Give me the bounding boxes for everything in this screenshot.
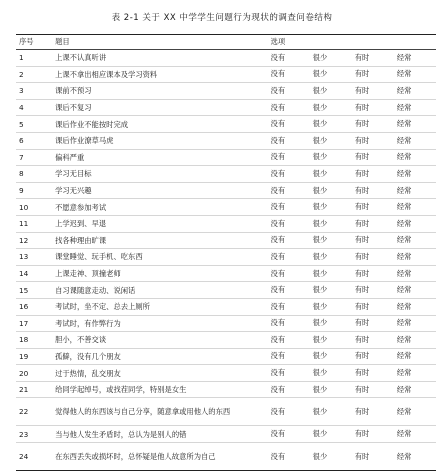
option-cell: 经常 — [394, 282, 436, 299]
table-row — [16, 116, 436, 133]
row-number: 3 — [16, 83, 52, 100]
option-cell: 有时 — [352, 332, 394, 349]
table-row — [16, 50, 436, 67]
option-cell: 没有 — [268, 215, 310, 232]
option-cell: 没有 — [268, 182, 310, 199]
option-cell: 有时 — [352, 99, 394, 116]
option-cell: 经常 — [394, 50, 436, 67]
table-row — [16, 443, 436, 471]
option-cell: 没有 — [268, 99, 310, 116]
option-cell: 没有 — [268, 348, 310, 365]
option-cell: 有时 — [352, 132, 394, 149]
option-cell: 很少 — [310, 182, 352, 199]
option-cell: 经常 — [394, 166, 436, 183]
row-number: 7 — [16, 149, 52, 166]
row-number: 24 — [16, 443, 52, 471]
option-cell: 经常 — [394, 232, 436, 249]
option-cell: 没有 — [268, 381, 310, 398]
row-item: 在东西丢失或损坏时，总怀疑是他人故意所为自己 — [52, 443, 267, 471]
option-cell: 没有 — [268, 66, 310, 83]
row-number: 18 — [16, 332, 52, 349]
table-row — [16, 66, 436, 83]
row-item: 学习无目标 — [52, 166, 267, 183]
option-cell: 经常 — [394, 83, 436, 100]
row-number: 8 — [16, 166, 52, 183]
option-cell: 经常 — [394, 116, 436, 133]
option-cell: 没有 — [268, 50, 310, 67]
option-cell: 有时 — [352, 83, 394, 100]
option-cell: 有时 — [352, 199, 394, 216]
option-cell: 没有 — [268, 166, 310, 183]
option-cell: 经常 — [394, 315, 436, 332]
option-cell: 没有 — [268, 249, 310, 266]
option-cell: 很少 — [310, 265, 352, 282]
option-cell: 经常 — [394, 66, 436, 83]
row-number: 11 — [16, 215, 52, 232]
option-cell: 没有 — [268, 426, 310, 443]
table-body — [16, 50, 436, 471]
row-number: 9 — [16, 182, 52, 199]
table-row — [16, 315, 436, 332]
option-cell: 没有 — [268, 365, 310, 382]
row-item: 觉得他人的东西该与自己分享，随意拿或用他人的东西 — [52, 398, 267, 426]
row-item: 过于热情，乱交朋友 — [52, 365, 267, 382]
option-cell: 没有 — [268, 83, 310, 100]
row-number: 12 — [16, 232, 52, 249]
row-number: 21 — [16, 381, 52, 398]
table-row — [16, 132, 436, 149]
option-cell: 经常 — [394, 443, 436, 471]
option-cell: 有时 — [352, 166, 394, 183]
option-cell: 经常 — [394, 348, 436, 365]
row-item: 胆小，不善交谈 — [52, 332, 267, 349]
row-item: 考试时，有作弊行为 — [52, 315, 267, 332]
row-item: 课堂睡觉、玩手机、吃东西 — [52, 249, 267, 266]
option-cell: 没有 — [268, 265, 310, 282]
row-number: 20 — [16, 365, 52, 382]
option-cell: 经常 — [394, 132, 436, 149]
table-row — [16, 99, 436, 116]
option-cell: 很少 — [310, 398, 352, 426]
header-row — [16, 35, 436, 50]
option-cell: 经常 — [394, 398, 436, 426]
option-cell: 没有 — [268, 298, 310, 315]
option-cell: 有时 — [352, 315, 394, 332]
option-cell: 经常 — [394, 365, 436, 382]
option-cell: 有时 — [352, 298, 394, 315]
table-row — [16, 232, 436, 249]
option-cell: 有时 — [352, 182, 394, 199]
row-item: 课前不预习 — [52, 83, 267, 100]
questionnaire-table — [16, 34, 436, 471]
table-row — [16, 249, 436, 266]
row-number: 5 — [16, 116, 52, 133]
option-cell: 很少 — [310, 149, 352, 166]
row-item: 考试时，坐不定、总去上厕所 — [52, 298, 267, 315]
row-number: 23 — [16, 426, 52, 443]
option-cell: 有时 — [352, 348, 394, 365]
row-item: 孤僻，没有几个朋友 — [52, 348, 267, 365]
table-row — [16, 298, 436, 315]
option-cell: 很少 — [310, 232, 352, 249]
table-row — [16, 398, 436, 426]
option-cell: 有时 — [352, 443, 394, 471]
row-number: 14 — [16, 265, 52, 282]
table-row — [16, 166, 436, 183]
table-row — [16, 426, 436, 443]
option-cell: 有时 — [352, 365, 394, 382]
row-item: 当与他人发生矛盾时，总认为是别人的错 — [52, 426, 267, 443]
option-cell: 没有 — [268, 116, 310, 133]
option-cell: 很少 — [310, 99, 352, 116]
table-row — [16, 282, 436, 299]
header-no: 序号 — [16, 35, 52, 50]
option-cell: 经常 — [394, 298, 436, 315]
option-cell: 经常 — [394, 182, 436, 199]
option-cell: 没有 — [268, 132, 310, 149]
row-item: 自习课随意走动、说闲话 — [52, 282, 267, 299]
option-cell: 经常 — [394, 99, 436, 116]
table-row — [16, 265, 436, 282]
row-item: 找各种理由旷课 — [52, 232, 267, 249]
option-cell: 有时 — [352, 50, 394, 67]
row-item: 不愿意参加考试 — [52, 199, 267, 216]
row-number: 2 — [16, 66, 52, 83]
row-item: 课后作业不能按时完成 — [52, 116, 267, 133]
row-number: 15 — [16, 282, 52, 299]
option-cell: 有时 — [352, 398, 394, 426]
option-cell: 经常 — [394, 332, 436, 349]
row-item: 偏科严重 — [52, 149, 267, 166]
table-row — [16, 215, 436, 232]
option-cell: 有时 — [352, 149, 394, 166]
option-cell: 有时 — [352, 66, 394, 83]
option-cell: 经常 — [394, 265, 436, 282]
row-number: 17 — [16, 315, 52, 332]
row-number: 19 — [16, 348, 52, 365]
option-cell: 很少 — [310, 132, 352, 149]
option-cell: 很少 — [310, 249, 352, 266]
option-cell: 没有 — [268, 199, 310, 216]
option-cell: 没有 — [268, 443, 310, 471]
row-item: 课后不复习 — [52, 99, 267, 116]
table-row — [16, 199, 436, 216]
row-number: 22 — [16, 398, 52, 426]
option-cell: 很少 — [310, 443, 352, 471]
option-cell: 很少 — [310, 381, 352, 398]
option-cell: 经常 — [394, 199, 436, 216]
option-cell: 经常 — [394, 381, 436, 398]
row-item: 上课走神、顶撞老师 — [52, 265, 267, 282]
table-row — [16, 149, 436, 166]
row-item: 学习无兴趣 — [52, 182, 267, 199]
option-cell: 有时 — [352, 232, 394, 249]
row-item: 上课不拿出相应课本及学习资料 — [52, 66, 267, 83]
option-cell: 很少 — [310, 332, 352, 349]
option-cell: 经常 — [394, 215, 436, 232]
table-row — [16, 332, 436, 349]
option-cell: 经常 — [394, 249, 436, 266]
row-item: 课后作业潦草马虎 — [52, 132, 267, 149]
option-cell: 很少 — [310, 215, 352, 232]
option-cell: 经常 — [394, 426, 436, 443]
option-cell: 很少 — [310, 199, 352, 216]
row-number: 16 — [16, 298, 52, 315]
option-cell: 很少 — [310, 83, 352, 100]
option-cell: 没有 — [268, 398, 310, 426]
row-number: 6 — [16, 132, 52, 149]
option-cell: 很少 — [310, 116, 352, 133]
option-cell: 经常 — [394, 149, 436, 166]
option-cell: 很少 — [310, 50, 352, 67]
row-number: 13 — [16, 249, 52, 266]
option-cell: 很少 — [310, 348, 352, 365]
table-row — [16, 365, 436, 382]
option-cell: 没有 — [268, 232, 310, 249]
option-cell: 没有 — [268, 282, 310, 299]
header-item: 题目 — [52, 35, 267, 50]
table-row — [16, 182, 436, 199]
option-cell: 有时 — [352, 426, 394, 443]
row-number: 1 — [16, 50, 52, 67]
option-cell: 没有 — [268, 149, 310, 166]
option-cell: 没有 — [268, 315, 310, 332]
option-cell: 很少 — [310, 315, 352, 332]
row-number: 10 — [16, 199, 52, 216]
row-item: 给同学起绰号，或找茬同学，特别是女生 — [52, 381, 267, 398]
option-cell: 很少 — [310, 365, 352, 382]
table-caption: 表 2-1 关于 XX 中学学生问题行为现状的调查问卷结构 — [111, 13, 333, 23]
row-item: 上学迟到、早退 — [52, 215, 267, 232]
table-row — [16, 83, 436, 100]
option-cell: 很少 — [310, 426, 352, 443]
option-cell: 有时 — [352, 282, 394, 299]
option-cell: 有时 — [352, 116, 394, 133]
table-row — [16, 348, 436, 365]
option-cell: 很少 — [310, 298, 352, 315]
header-options: 选项 — [268, 35, 436, 50]
table-row — [16, 381, 436, 398]
option-cell: 有时 — [352, 215, 394, 232]
option-cell: 有时 — [352, 249, 394, 266]
option-cell: 很少 — [310, 282, 352, 299]
option-cell: 很少 — [310, 66, 352, 83]
option-cell: 有时 — [352, 265, 394, 282]
option-cell: 很少 — [310, 166, 352, 183]
option-cell: 没有 — [268, 332, 310, 349]
row-item: 上课不认真听讲 — [52, 50, 267, 67]
option-cell: 有时 — [352, 381, 394, 398]
row-number: 4 — [16, 99, 52, 116]
